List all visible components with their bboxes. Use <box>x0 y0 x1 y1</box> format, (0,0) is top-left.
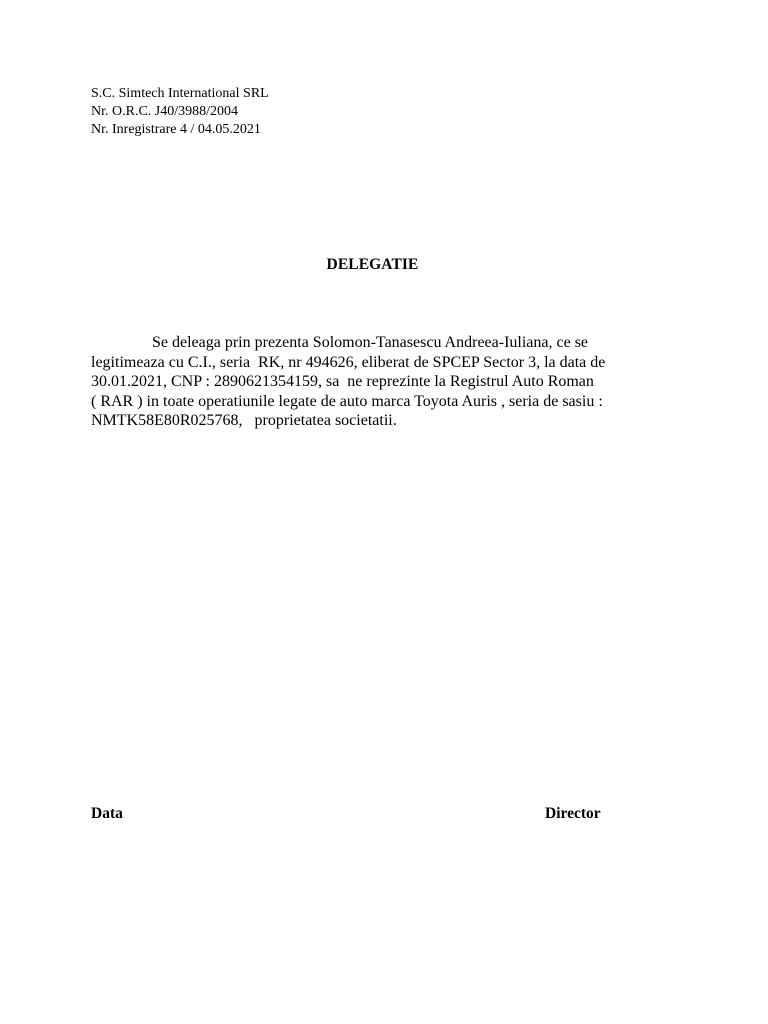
body-line: Se deleaga prin prezenta Solomon-Tanasescu Andreea-Iuliana, ce se <box>152 334 589 351</box>
date-label: Data <box>91 805 123 822</box>
document-title: DELEGATIE <box>326 256 419 273</box>
company-header <box>91 85 269 139</box>
registration-number: Nr. Inregistrare 4 / 04.05.2021 <box>91 122 261 137</box>
body-line: ( RAR ) in toate operatiunile legate de auto marca Toyota Auris , seria de sasiu : <box>91 392 603 410</box>
delegation-body <box>91 333 691 431</box>
body-line: 30.01.2021, CNP : 2890621354159, sa ne reprezinte la Registrul Auto Roman <box>91 373 594 390</box>
director-label: Director <box>545 805 601 822</box>
orc-number: Nr. O.R.C. J40/3988/2004 <box>91 104 239 119</box>
body-line: legitimeaza cu C.I., seria RK, nr 494626, eliberat de SPCEP Sector 3, la data de <box>91 353 606 371</box>
body-line: NMTK58E80R025768, proprietatea societatii. <box>91 412 397 429</box>
company-name: S.C. Simtech International SRL <box>91 86 269 101</box>
